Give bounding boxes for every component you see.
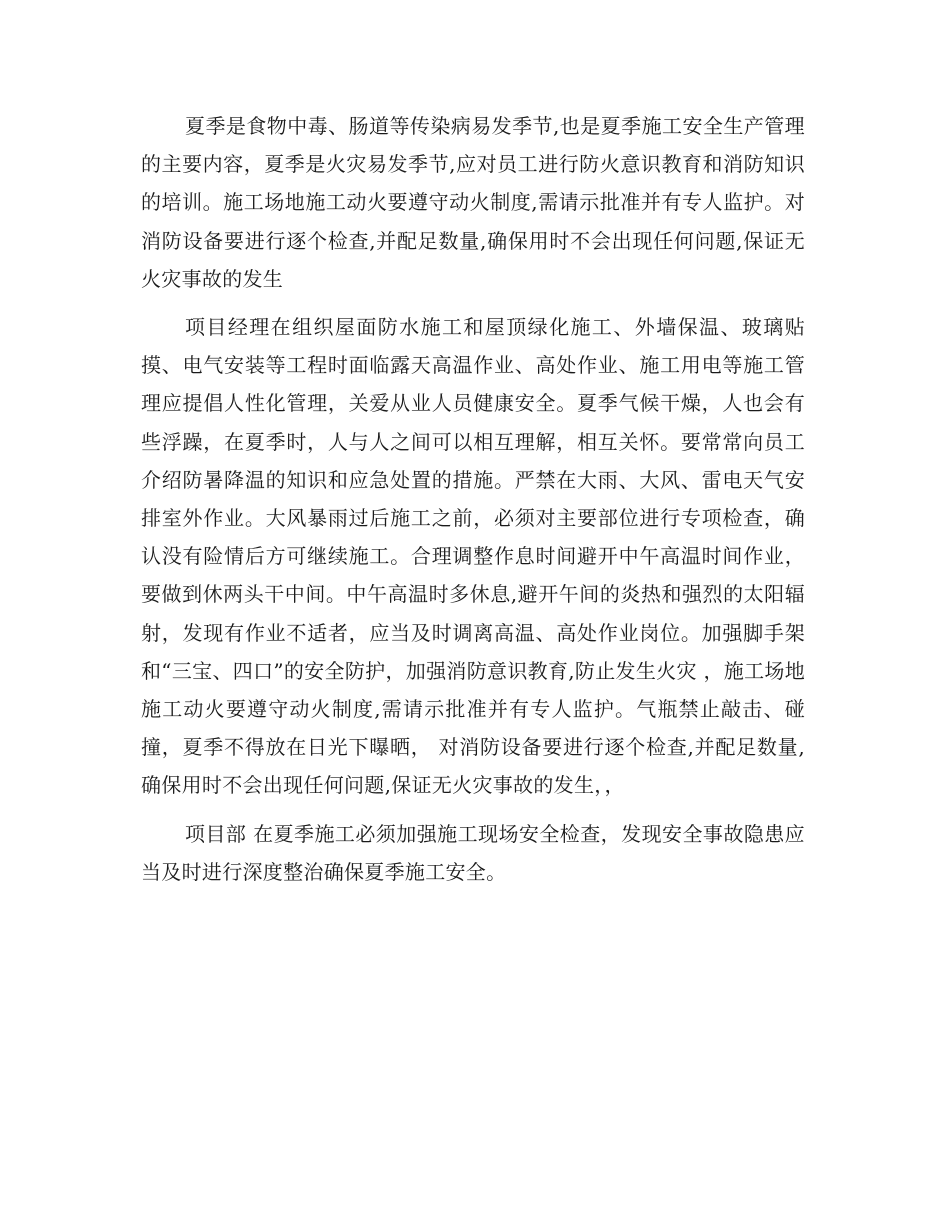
paragraph-project-manager: 项目经理在组织屋面防水施工和屋顶绿化施工、外墙保温、玻璃贴摸、电气安装等工程时面临露天高温作业、高处作业、施工用电等施工管理应提倡人性化管理，关爱从业人员健康安全。夏季气候干燥，人也会有些浮躁，在夏季时，人与人之间可以相互理解，相互关怀。要常常向员工介绍防暑降温的知识和应急处置的措施。严禁在大雨、大风、雷电天气安排室外作业。大风暴雨过后施工之前，必须对主要部位进行专项检查，确认没有险情后方可继续施工。合理调整作息时间避开中午高温时间作业，要做到休两头干中间。中午高温时多休息,避开午间的炎热和强烈的太阳辐射，发现有作业不适者，应当及时调离高温、高处作业岗位。加强脚手架和“三宝、四口”的安全防护，加强消防意识教育,防止发生火灾 ，施工场地施工动火要遵守动火制度,需请示批准并有专人监护。气瓶禁止敲击、碰撞，夏季不得放在日光下曝晒， 对消防设备要进行逐个检查,并配足数量,确保用时不会出现任何问题,保证无火灾事故的发生，， [141,315,805,798]
document-body [141,107,805,891]
paragraph-project-department: 项目部 在夏季施工必须加强施工现场安全检查，发现安全事故隐患应当及时进行深度整治确保夏季施工安全。 [141,821,805,884]
paragraph-fire-safety: 夏季是食物中毒、肠道等传染病易发季节,也是夏季施工安全生产管理的主要内容，夏季是火灾易发季节,应对员工进行防火意识教育和消防知识的培训。施工场地施工动火要遵守动火制度,需请示批准并有专人监护。对消防设备要进行逐个检查,并配足数量,确保用时不会出现任何问题,保证无火灾事故的发生 [141,114,805,291]
